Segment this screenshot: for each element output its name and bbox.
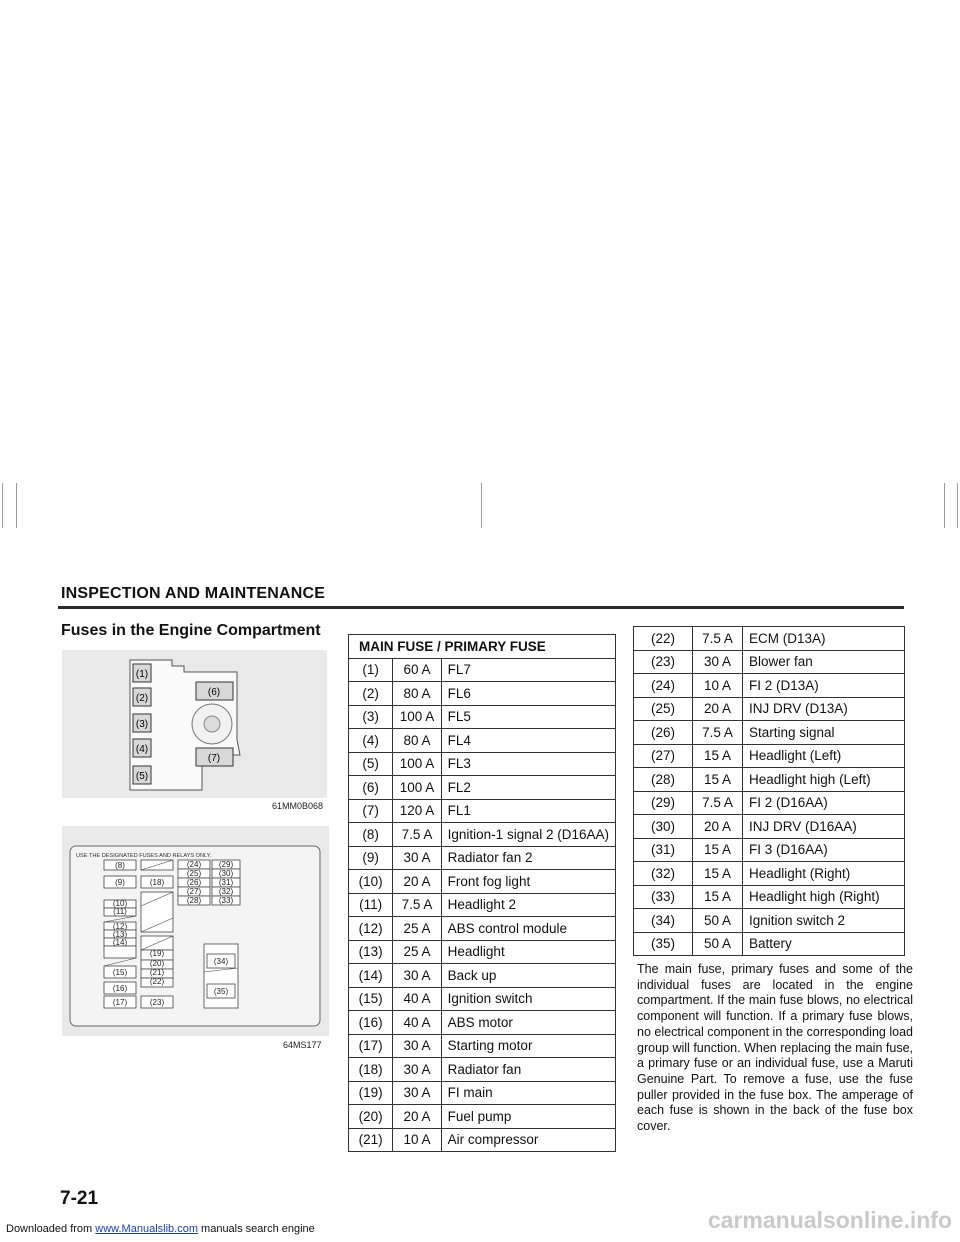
table-row [349,682,616,706]
fuse-label-3: (3) [135,719,149,730]
fuse-device-cell: ECM (D13A) [743,627,905,651]
manualslib-link[interactable]: www.Manualslib.com [95,1223,198,1235]
fuse-amperage-cell: 30 A [693,650,743,674]
fuse-box-diagram [62,826,329,1036]
fuse-number-cell: (34) [634,909,693,933]
fuse-amperage-cell: 10 A [693,674,743,698]
fuse-amperage-cell: 100 A [393,776,441,800]
fuse-amperage-cell: 7.5 A [693,627,743,651]
fuse-box-label-20: (20) [149,959,165,968]
main-fuse-figure [62,650,327,798]
download-footer [6,1223,315,1235]
fuse-number-cell: (20) [349,1105,393,1129]
fuse-box-label-29: (29) [218,860,234,869]
fuse-amperage-cell: 20 A [393,870,441,894]
fuse-device-cell: Headlight 2 [441,893,615,917]
fuse-device-cell: FL2 [441,776,615,800]
fuse-box-label-35: (35) [213,987,229,996]
fuse-box-label-17: (17) [112,998,128,1007]
fuse-device-cell: Headlight (Right) [743,862,905,886]
table-row [349,799,616,823]
fuse-box-figure [62,826,329,1036]
fuse-amperage-cell: 30 A [393,964,441,988]
fuse-amperage-cell: 25 A [393,940,441,964]
fuse-number-cell: (21) [349,1128,393,1152]
fuse-device-cell: Starting motor [441,1034,615,1058]
table-row [349,987,616,1011]
fuse-box-label-28: (28) [186,896,202,905]
fuse-box-label-15: (15) [112,968,128,977]
fuse-device-cell: Blower fan [743,650,905,674]
fuse-amperage-cell: 80 A [393,729,441,753]
fuse-amperage-cell: 30 A [393,846,441,870]
fuse-number-cell: (9) [349,846,393,870]
fuse-number-cell: (22) [634,627,693,651]
table-row [349,1011,616,1035]
fuse-number-cell: (23) [634,650,693,674]
fuse-box-label-27: (27) [186,887,202,896]
fuse-device-cell: INJ DRV (D16AA) [743,815,905,839]
fuse-device-cell: Ignition-1 signal 2 (D16AA) [441,823,615,847]
table-row [349,1034,616,1058]
fuse-number-cell: (25) [634,697,693,721]
table-row [634,932,905,956]
table-row [634,815,905,839]
fuse-box-label-14: (14) [112,938,128,947]
table-row [634,721,905,745]
table-row [634,838,905,862]
fuse-box-label-9: (9) [115,878,125,887]
fuse-device-cell: FL4 [441,729,615,753]
fuse-device-cell: FI 3 (D16AA) [743,838,905,862]
table-row [349,1128,616,1152]
fuse-number-cell: (35) [634,932,693,956]
table-row [634,627,905,651]
table-row [349,870,616,894]
fuse-box-banner: USE THE DESIGNATED FUSES AND RELAYS ONLY. [76,853,212,859]
fuse-number-cell: (3) [349,705,393,729]
fuse-label-6: (6) [207,687,221,698]
main-fuse-table-header: MAIN FUSE / PRIMARY FUSE [349,635,616,659]
fuse-number-cell: (28) [634,768,693,792]
fuse-device-cell: Headlight (Left) [743,744,905,768]
table-row [349,1105,616,1129]
fuse-device-cell: ABS motor [441,1011,615,1035]
fuse-device-cell: Fuel pump [441,1105,615,1129]
page-number: 7-21 [60,1188,99,1209]
figure1-caption: 61MM0B068 [272,801,324,811]
figure2-caption: 64MS177 [283,1040,322,1050]
fuse-amperage-cell: 40 A [393,987,441,1011]
fuse-box-label-23: (23) [149,998,165,1007]
fuse-amperage-cell: 50 A [693,909,743,933]
fuse-number-cell: (7) [349,799,393,823]
fuse-device-cell: Battery [743,932,905,956]
fuse-device-cell: FL5 [441,705,615,729]
fuse-device-cell: FL1 [441,799,615,823]
fuse-device-cell: Headlight high (Right) [743,885,905,909]
fuse-number-cell: (4) [349,729,393,753]
fuse-device-cell: FI 2 (D16AA) [743,791,905,815]
table-row [634,768,905,792]
table-row [349,1058,616,1082]
fuse-box-label-25: (25) [186,869,202,878]
fuse-amperage-cell: 7.5 A [393,823,441,847]
crop-mark [957,483,958,528]
table-row [634,885,905,909]
fuse-amperage-cell: 30 A [393,1034,441,1058]
fuse-device-cell: Starting signal [743,721,905,745]
table-row [634,697,905,721]
fuse-number-cell: (27) [634,744,693,768]
table-row [349,917,616,941]
fuse-box-label-19: (19) [149,949,165,958]
table-row [634,862,905,886]
fuse-amperage-cell: 100 A [393,752,441,776]
table-row [349,752,616,776]
fuse-label-1: (1) [135,669,149,680]
fuse-device-cell: Ignition switch [441,987,615,1011]
fuse-box-label-22: (22) [149,977,165,986]
table-row [349,940,616,964]
crop-mark [944,483,945,528]
fuse-number-cell: (18) [349,1058,393,1082]
fuse-amperage-cell: 7.5 A [693,721,743,745]
fuse-device-cell: Radiator fan [441,1058,615,1082]
fuse-box-label-32: (32) [218,887,234,896]
fuse-amperage-cell: 15 A [693,862,743,886]
fuse-box-label-31: (31) [218,878,234,887]
fuse-amperage-cell: 15 A [693,744,743,768]
fuse-device-cell: FL3 [441,752,615,776]
fuse-amperage-cell: 10 A [393,1128,441,1152]
table-row [349,705,616,729]
fuse-number-cell: (2) [349,682,393,706]
fuse-amperage-cell: 20 A [393,1105,441,1129]
fuse-box-label-30: (30) [218,869,234,878]
fuse-number-cell: (15) [349,987,393,1011]
crop-mark [16,483,17,528]
individual-fuse-table [633,626,905,956]
fuse-device-cell: ABS control module [441,917,615,941]
fuse-number-cell: (19) [349,1081,393,1105]
fuse-amperage-cell: 120 A [393,799,441,823]
fuse-device-cell: Front fog light [441,870,615,894]
fuse-number-cell: (29) [634,791,693,815]
table-row [349,1081,616,1105]
fuse-device-cell: FI 2 (D13A) [743,674,905,698]
table-row [349,729,616,753]
fuse-device-cell: Radiator fan 2 [441,846,615,870]
fuse-amperage-cell: 40 A [393,1011,441,1035]
fuse-number-cell: (14) [349,964,393,988]
fuse-box-label-16: (16) [112,984,128,993]
fuse-label-5: (5) [135,771,149,782]
fuse-amperage-cell: 20 A [693,815,743,839]
fuse-box-label-33: (33) [218,896,234,905]
fuse-device-cell: Headlight high (Left) [743,768,905,792]
table-row [634,674,905,698]
fuse-number-cell: (13) [349,940,393,964]
fuse-amperage-cell: 50 A [693,932,743,956]
fuse-box-label-18: (18) [149,878,165,887]
fuse-box-label-10: (10) [112,899,128,908]
footer-suffix: manuals search engine [197,1223,315,1235]
fuse-number-cell: (33) [634,885,693,909]
table-row [349,658,616,682]
fuse-amperage-cell: 15 A [693,838,743,862]
fuse-amperage-cell: 30 A [393,1081,441,1105]
fuse-number-cell: (6) [349,776,393,800]
fuse-number-cell: (1) [349,658,393,682]
fuse-number-cell: (24) [634,674,693,698]
crop-mark [2,483,3,528]
table-row [634,791,905,815]
fuse-amperage-cell: 7.5 A [393,893,441,917]
fuse-amperage-cell: 15 A [693,885,743,909]
fuse-box-label-12: (12) [112,922,128,931]
table-row [349,823,616,847]
section-title: INSPECTION AND MAINTENANCE [61,585,326,602]
fuse-amperage-cell: 7.5 A [693,791,743,815]
table-row [634,744,905,768]
fuse-box-label-21: (21) [149,968,165,977]
fuse-amperage-cell: 15 A [693,768,743,792]
fuse-label-4: (4) [135,744,149,755]
crop-mark [481,483,482,528]
fuse-number-cell: (10) [349,870,393,894]
fuse-device-cell: Headlight [441,940,615,964]
fuse-label-7: (7) [207,753,221,764]
fuse-box-label-26: (26) [186,878,202,887]
fuse-amperage-cell: 25 A [393,917,441,941]
fuse-label-2: (2) [135,693,149,704]
table-row [349,964,616,988]
fuse-amperage-cell: 20 A [693,697,743,721]
table-row [634,909,905,933]
fuse-number-cell: (26) [634,721,693,745]
fuse-amperage-cell: 30 A [393,1058,441,1082]
fuse-device-cell: FL7 [441,658,615,682]
watermark: carmanualsonline.info [707,1207,952,1233]
fuse-box-label-8: (8) [115,861,125,870]
fuse-number-cell: (30) [634,815,693,839]
fuse-device-cell: Back up [441,964,615,988]
fuse-description-paragraph: The main fuse, primary fuses and some of the individual fuses are located in the engine compartment. If the main fuse blows, no electrical component will function. If a primary fuse blows, no electrical component in the corresponding load group will function. When replacing the main fuse, a primary fuse or an individual fuse, use a Maruti Genuine Part. To remove a fuse, use the fuse puller provided in the fuse box. The amperage of each fuse is shown in the back of the fuse box cover. [637,962,913,1134]
main-fuse-table [348,634,616,1152]
fuse-device-cell: FI main [441,1081,615,1105]
fuse-number-cell: (31) [634,838,693,862]
fuse-box-label-11: (11) [113,907,127,916]
section-rule [58,606,904,609]
fuse-number-cell: (17) [349,1034,393,1058]
page-heading: Fuses in the Engine Compartment [61,622,321,639]
table-row [634,650,905,674]
fuse-number-cell: (16) [349,1011,393,1035]
footer-prefix: Downloaded from [6,1223,96,1235]
fuse-device-cell: Air compressor [441,1128,615,1152]
fuse-box-label-13: (13) [112,930,128,939]
fuse-amperage-cell: 80 A [393,682,441,706]
fuse-number-cell: (12) [349,917,393,941]
table-row [349,893,616,917]
main-fuse-diagram [62,650,327,798]
fuse-amperage-cell: 100 A [393,705,441,729]
fuse-device-cell: FL6 [441,682,615,706]
fuse-number-cell: (11) [349,893,393,917]
fuse-number-cell: (5) [349,752,393,776]
fuse-device-cell: Ignition switch 2 [743,909,905,933]
fuse-device-cell: INJ DRV (D13A) [743,697,905,721]
fuse-amperage-cell: 60 A [393,658,441,682]
fuse-number-cell: (32) [634,862,693,886]
table-row [349,776,616,800]
table-row [349,846,616,870]
fuse-number-cell: (8) [349,823,393,847]
fuse-box-label-24: (24) [186,860,202,869]
fuse-box-label-34: (34) [213,957,229,966]
